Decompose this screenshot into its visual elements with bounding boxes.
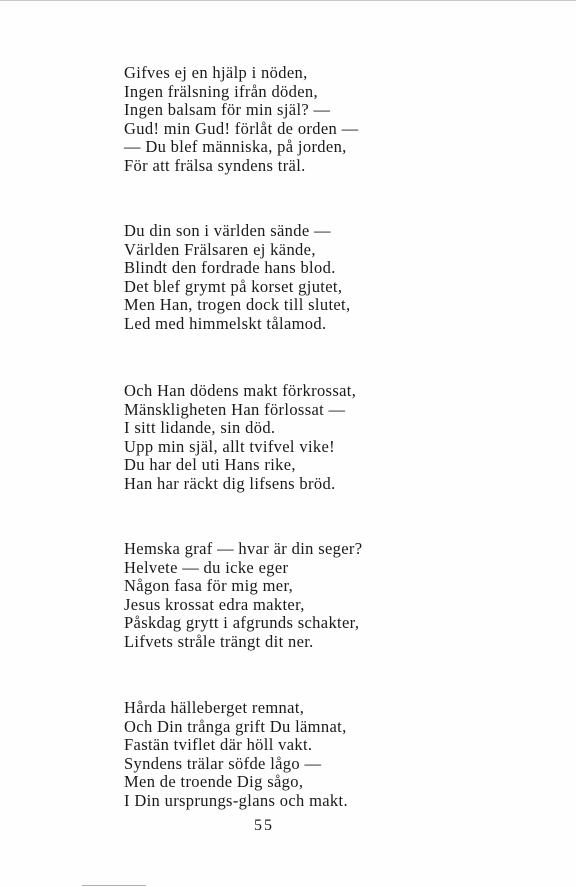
poem-line: Hårda hälleberget remnat, — [124, 698, 305, 717]
poem-line: Ingen balsam för min själ? — — [124, 100, 331, 120]
poem-line: I sitt lidande, sin död. — [124, 418, 276, 438]
stanza-5 — [124, 699, 348, 811]
poem-line: Någon fasa för mig mer, — [124, 576, 294, 596]
poem-line: Men de troende Dig sågo, — [124, 772, 304, 792]
poem-line: Du har del uti Hans rike, — [124, 455, 296, 475]
poem-line: — Du blef människa, på jorden, — [124, 137, 347, 157]
poem-line: Blindt den fordrade hans blod. — [124, 258, 336, 278]
poem-line: Ingen frälsning ifrån döden, — [124, 81, 318, 101]
poem-line: Helvete — du icke eger — [124, 557, 289, 577]
poem-line: Upp min själ, allt tvifvel vike! — [124, 436, 335, 456]
poem-line: Gifves ej en hjälp i nöden, — [124, 63, 308, 82]
poem-line: Påskdag grytt i afgrunds schakter, — [124, 613, 360, 633]
poem-line: Gud! min Gud! förlåt de orden — — [124, 118, 359, 138]
poem-line: Lifvets stråle trängt dit ner. — [124, 631, 314, 651]
poem-line: Du din son i världen sände — — [124, 221, 331, 240]
bottom-edge-rule — [82, 885, 146, 886]
poem-line: I Din ursprungs-glans och makt. — [124, 790, 348, 810]
stanza-4 — [124, 540, 362, 652]
stanza-1 — [124, 64, 358, 176]
poem-line: Syndens trälar söfde lågo — — [124, 753, 322, 773]
poem-line: Jesus krossat edra makter, — [124, 594, 305, 614]
page-number: 55 — [254, 817, 274, 834]
poem-line: Fastän tviflet där höll vakt. — [124, 735, 313, 755]
poem-line: Han har räckt dig lifsens bröd. — [124, 473, 336, 493]
poem-line: För att frälsa syndens träl. — [124, 155, 306, 175]
stanza-2 — [124, 222, 350, 334]
poem-line: Mänskligheten Han förlossat — — [124, 399, 346, 419]
top-edge-rule — [0, 0, 576, 1]
poem-line: Hemska graf — hvar är din seger? — [124, 539, 363, 558]
poem-line: Det blef grymt på korset gjutet, — [124, 276, 343, 296]
poem-line: Men Han, trogen dock till slutet, — [124, 295, 351, 315]
stanza-3 — [124, 382, 356, 494]
poem-line: Led med himmelskt tålamod. — [124, 313, 327, 333]
poem-line: Och Han dödens makt förkrossat, — [124, 381, 357, 400]
poem-line: Och Din trånga grift Du lämnat, — [124, 716, 347, 736]
poem-line: Världen Frälsaren ej kände, — [124, 239, 316, 259]
